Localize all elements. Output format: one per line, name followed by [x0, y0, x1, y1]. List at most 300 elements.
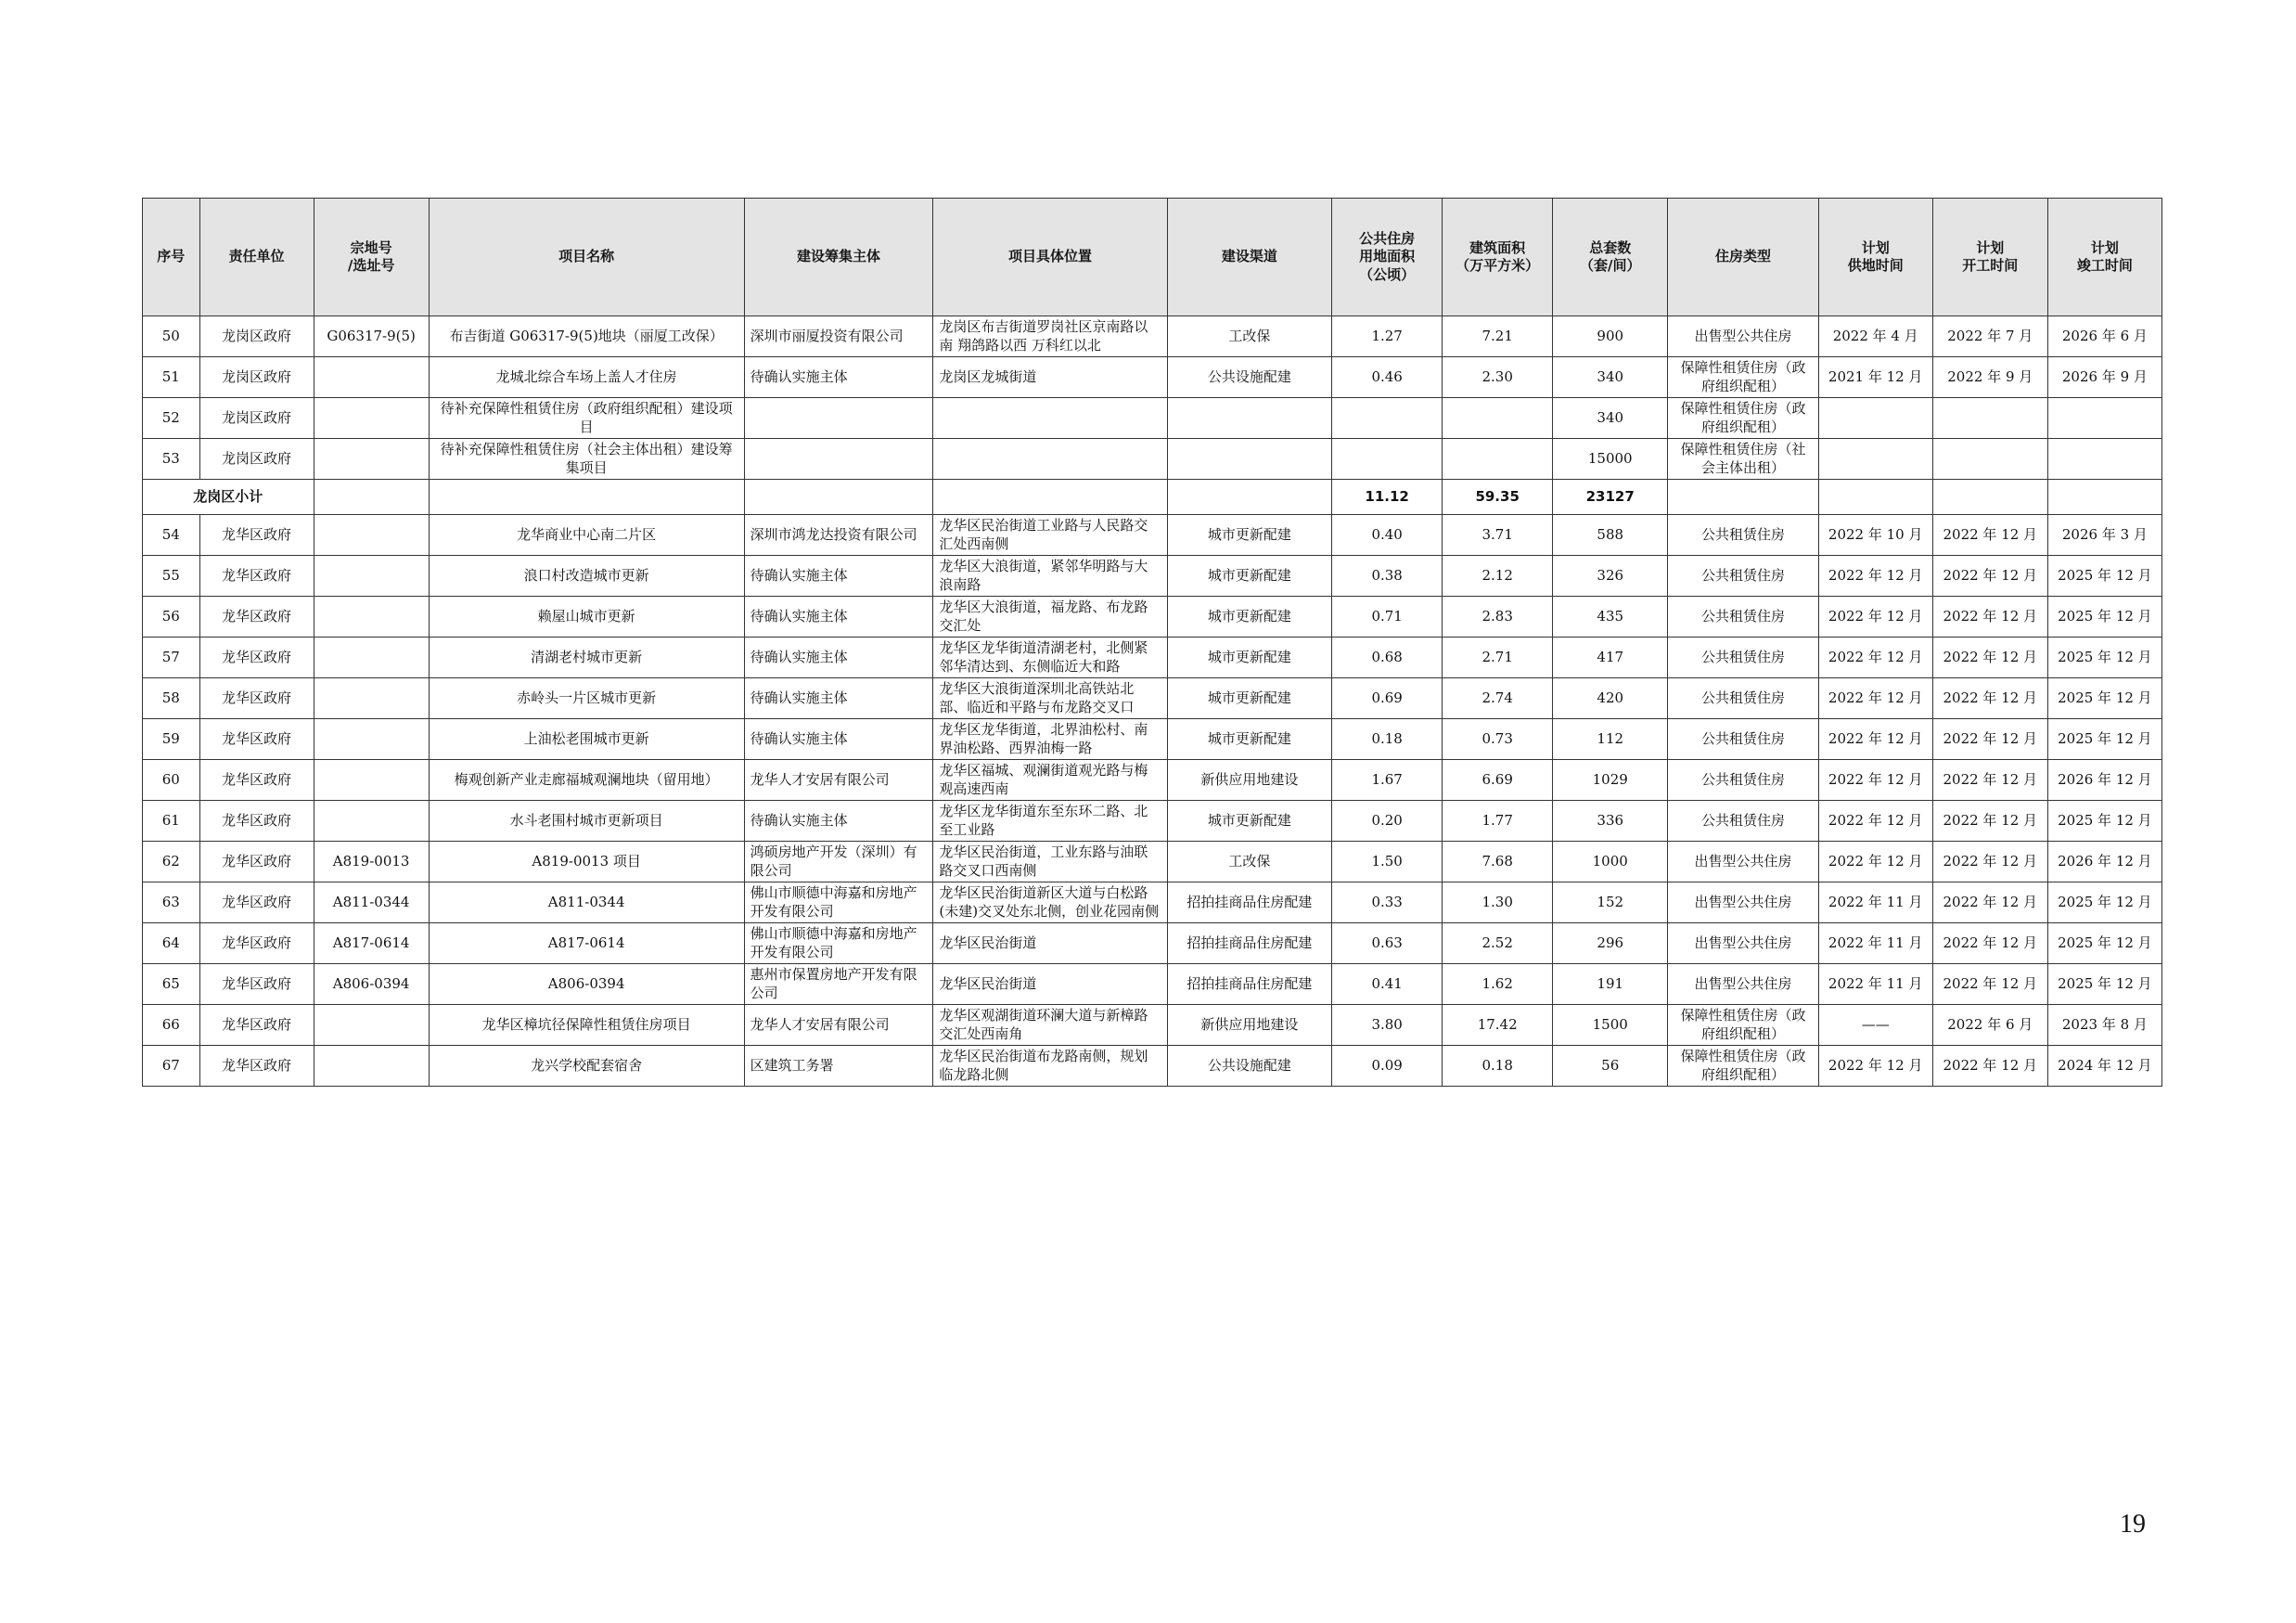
table-row: [143, 801, 2162, 842]
land-supply-time-cell: 2021 年 12 月: [1818, 357, 1932, 398]
parcel-cell: [314, 1005, 429, 1046]
table-row: [143, 398, 2162, 439]
table-row: [143, 316, 2162, 357]
header-text: 住房类型: [1714, 248, 1771, 265]
floor-area-cell: 1.30: [1443, 882, 1553, 923]
floor-area-cell: 1.77: [1443, 801, 1553, 842]
units-cell: 900: [1553, 316, 1668, 357]
parcel-cell: [314, 719, 429, 760]
table-row: [143, 357, 2162, 398]
land-area-cell: 0.68: [1332, 638, 1443, 678]
channel-cell: 城市更新配建: [1167, 638, 1332, 678]
project-name-cell: 龙城北综合车场上盖人才住房: [429, 357, 744, 398]
parcel-cell: [314, 357, 429, 398]
channel-cell: 城市更新配建: [1167, 678, 1332, 719]
empty-cell: [1167, 480, 1332, 515]
completion-time-cell: 2023 年 8 月: [2047, 1005, 2161, 1046]
land-area-cell: 3.80: [1332, 1005, 1443, 1046]
units-cell: 588: [1553, 515, 1668, 556]
unit-cell: 龙华区政府: [199, 842, 314, 882]
empty-cell: [1668, 480, 1818, 515]
floor-area-cell: 1.62: [1443, 964, 1553, 1005]
land-area-cell: [1332, 439, 1443, 480]
housing-type-cell: 保障性租赁住房（社会主体出租）: [1668, 439, 1818, 480]
land-supply-time-cell: 2022 年 10 月: [1818, 515, 1932, 556]
start-time-cell: 2022 年 12 月: [1932, 842, 2047, 882]
housing-type-cell: 公共租赁住房: [1668, 678, 1818, 719]
table-row: [143, 842, 2162, 882]
parcel-cell: [314, 515, 429, 556]
table-row: [143, 882, 2162, 923]
parcel-header: [314, 199, 429, 316]
completion-time-cell: 2025 年 12 月: [2047, 638, 2161, 678]
floor-area-cell: 0.18: [1443, 1046, 1553, 1087]
location-cell: 龙岗区龙城街道: [933, 357, 1167, 398]
channel-cell: 新供应用地建设: [1167, 1005, 1332, 1046]
completion-time-cell: 2025 年 12 月: [2047, 678, 2161, 719]
unit-cell: 龙岗区政府: [199, 357, 314, 398]
land-area-cell: 0.63: [1332, 923, 1443, 964]
project-name-cell: A806-0394: [429, 964, 744, 1005]
completion-time-cell: 2026 年 6 月: [2047, 316, 2161, 357]
builder-cell: 佛山市顺德中海嘉和房地产开发有限公司: [744, 882, 933, 923]
empty-cell: [1932, 480, 2047, 515]
builder-cell: [744, 439, 933, 480]
location-cell: 龙华区民治街道布龙路南侧，规划临龙路北侧: [933, 1046, 1167, 1087]
unit-cell: 龙华区政府: [199, 638, 314, 678]
seq-cell: 64: [143, 923, 200, 964]
start-time-cell: 2022 年 12 月: [1932, 923, 2047, 964]
builder-cell: 龙华人才安居有限公司: [744, 760, 933, 801]
land-supply-time-cell: [1818, 439, 1932, 480]
parcel-cell: [314, 439, 429, 480]
builder-cell: 深圳市丽厦投资有限公司: [744, 316, 933, 357]
seq-cell: 60: [143, 760, 200, 801]
project-name-cell: 赖屋山城市更新: [429, 597, 744, 638]
header-text: 建设渠道: [1221, 248, 1277, 265]
start-time-cell: 2022 年 12 月: [1932, 678, 2047, 719]
channel-cell: 招拍挂商品住房配建: [1167, 964, 1332, 1005]
parcel-cell: [314, 556, 429, 597]
units-cell: 1000: [1553, 842, 1668, 882]
header-text: （万平方米）: [1456, 257, 1540, 274]
land-area-cell: 0.40: [1332, 515, 1443, 556]
units-cell: 435: [1553, 597, 1668, 638]
builder-cell: 鸿硕房地产开发（深圳）有限公司: [744, 842, 933, 882]
location-cell: 龙华区福城、观澜街道观光路与梅观高速西南: [933, 760, 1167, 801]
header-text: 计划: [1861, 238, 1890, 256]
header-text: 项目具体位置: [1007, 248, 1092, 265]
parcel-cell: [314, 638, 429, 678]
completion-time-cell: 2025 年 12 月: [2047, 801, 2161, 842]
channel-cell: 工改保: [1167, 316, 1332, 357]
housing-project-table: [142, 198, 2162, 1087]
start-time-cell: 2022 年 12 月: [1932, 882, 2047, 923]
land-supply-time-cell: 2022 年 12 月: [1818, 678, 1932, 719]
table-row: [143, 1046, 2162, 1087]
project-name-cell: 水斗老围村城市更新项目: [429, 801, 744, 842]
location-cell: 龙华区龙华街道东至东环二路、北至工业路: [933, 801, 1167, 842]
housing-type-cell: 公共租赁住房: [1668, 515, 1818, 556]
location-cell: 龙华区民治街道工业路与人民路交汇处西南侧: [933, 515, 1167, 556]
seq-cell: 54: [143, 515, 200, 556]
table-row: [143, 515, 2162, 556]
housing-type-cell: 出售型公共住房: [1668, 842, 1818, 882]
builder-cell: 待确认实施主体: [744, 597, 933, 638]
units-cell: 340: [1553, 398, 1668, 439]
unit-cell: 龙华区政府: [199, 801, 314, 842]
builder-cell: 待确认实施主体: [744, 357, 933, 398]
builder-cell: 深圳市鸿龙达投资有限公司: [744, 515, 933, 556]
floor-area-cell: 2.30: [1443, 357, 1553, 398]
completion-time-cell: 2025 年 12 月: [2047, 923, 2161, 964]
housing-type-header: [1668, 199, 1818, 316]
start-time-header: [1932, 199, 2047, 316]
unit-cell: 龙华区政府: [199, 719, 314, 760]
land-area-cell: 0.69: [1332, 678, 1443, 719]
builder-cell: 佛山市顺德中海嘉和房地产开发有限公司: [744, 923, 933, 964]
seq-cell: 50: [143, 316, 200, 357]
land-area-cell: 1.27: [1332, 316, 1443, 357]
table-row: [143, 1005, 2162, 1046]
floor-area-cell: 2.52: [1443, 923, 1553, 964]
floor-area-cell: 2.71: [1443, 638, 1553, 678]
units-cell: 340: [1553, 357, 1668, 398]
units-cell: 336: [1553, 801, 1668, 842]
land-supply-time-cell: 2022 年 11 月: [1818, 964, 1932, 1005]
land-area-cell: 0.46: [1332, 357, 1443, 398]
start-time-cell: 2022 年 12 月: [1932, 760, 2047, 801]
project-name-cell: 待补充保障性租赁住房（政府组织配租）建设项目: [429, 398, 744, 439]
start-time-cell: 2022 年 12 月: [1932, 556, 2047, 597]
seq-cell: 59: [143, 719, 200, 760]
floor-area-cell: 2.74: [1443, 678, 1553, 719]
completion-time-cell: 2026 年 3 月: [2047, 515, 2161, 556]
header-text: 序号: [157, 248, 186, 265]
channel-cell: 公共设施配建: [1167, 1046, 1332, 1087]
land-supply-time-cell: 2022 年 12 月: [1818, 597, 1932, 638]
channel-cell: 城市更新配建: [1167, 597, 1332, 638]
land-area-cell: 0.41: [1332, 964, 1443, 1005]
unit-cell: 龙岗区政府: [199, 398, 314, 439]
header-text: 建设筹集主体: [797, 248, 881, 265]
units-cell: 23127: [1553, 480, 1668, 515]
parcel-cell: A811-0344: [314, 882, 429, 923]
housing-type-cell: 出售型公共住房: [1668, 316, 1818, 357]
completion-time-cell: 2024 年 12 月: [2047, 1046, 2161, 1087]
land-supply-time-cell: 2022 年 12 月: [1818, 638, 1932, 678]
floor-area-header: [1443, 199, 1553, 316]
channel-cell: [1167, 439, 1332, 480]
table-row: [143, 638, 2162, 678]
channel-cell: 城市更新配建: [1167, 556, 1332, 597]
seq-cell: 53: [143, 439, 200, 480]
land-supply-time-cell: 2022 年 12 月: [1818, 760, 1932, 801]
units-cell: 191: [1553, 964, 1668, 1005]
land-area-cell: 0.38: [1332, 556, 1443, 597]
seq-cell: 55: [143, 556, 200, 597]
empty-cell: [2047, 480, 2161, 515]
parcel-cell: [314, 1046, 429, 1087]
project-name-cell: 上油松老围城市更新: [429, 719, 744, 760]
floor-area-cell: 2.83: [1443, 597, 1553, 638]
header-text: 计划: [2090, 238, 2119, 256]
housing-type-cell: 公共租赁住房: [1668, 638, 1818, 678]
table-row: [143, 964, 2162, 1005]
seq-cell: 56: [143, 597, 200, 638]
location-cell: [933, 439, 1167, 480]
builder-header: [744, 199, 933, 316]
land-supply-time-cell: 2022 年 12 月: [1818, 719, 1932, 760]
housing-type-cell: 保障性租赁住房（政府组织配租）: [1668, 398, 1818, 439]
units-cell: 152: [1553, 882, 1668, 923]
header-row: [143, 199, 2162, 316]
land-supply-time-cell: 2022 年 12 月: [1818, 1046, 1932, 1087]
land-area-cell: 11.12: [1332, 480, 1443, 515]
project-name-cell: A819-0013 项目: [429, 842, 744, 882]
location-cell: 龙华区龙华街道清湖老村，北侧紧邻华清达到、东侧临近大和路: [933, 638, 1167, 678]
unit-cell: 龙华区政府: [199, 515, 314, 556]
land-supply-time-cell: ——: [1818, 1005, 1932, 1046]
start-time-cell: 2022 年 9 月: [1932, 357, 2047, 398]
floor-area-cell: 59.35: [1443, 480, 1553, 515]
project-name-cell: 赤岭头一片区城市更新: [429, 678, 744, 719]
empty-cell: [933, 480, 1167, 515]
parcel-cell: [314, 398, 429, 439]
units-cell: 15000: [1553, 439, 1668, 480]
location-cell: 龙华区民治街道新区大道与白松路(未建)交叉处东北侧，创业花园南侧: [933, 882, 1167, 923]
location-cell: 龙华区观湖街道环澜大道与新樟路交汇处西南角: [933, 1005, 1167, 1046]
location-cell: 龙华区大浪街道深圳北高铁站北部、临近和平路与布龙路交叉口: [933, 678, 1167, 719]
subtotal-row: [143, 480, 2162, 515]
empty-cell: [314, 480, 429, 515]
channel-cell: 城市更新配建: [1167, 515, 1332, 556]
project-name-cell: 布吉街道 G06317-9(5)地块（丽厦工改保）: [429, 316, 744, 357]
unit-cell: 龙华区政府: [199, 1046, 314, 1087]
unit-cell: 龙华区政府: [199, 597, 314, 638]
location-header: [933, 199, 1167, 316]
unit-cell: 龙华区政府: [199, 923, 314, 964]
floor-area-cell: [1443, 398, 1553, 439]
project-name-cell: A811-0344: [429, 882, 744, 923]
units-cell: 420: [1553, 678, 1668, 719]
builder-cell: 龙华人才安居有限公司: [744, 1005, 933, 1046]
seq-cell: 67: [143, 1046, 200, 1087]
land-area-cell: 0.09: [1332, 1046, 1443, 1087]
land-supply-time-cell: 2022 年 11 月: [1818, 882, 1932, 923]
unit-cell: 龙华区政府: [199, 556, 314, 597]
header-text: 项目名称: [558, 248, 615, 265]
seq-header: [143, 199, 200, 316]
location-cell: 龙华区民治街道: [933, 923, 1167, 964]
units-cell: 1029: [1553, 760, 1668, 801]
table-row: [143, 597, 2162, 638]
parcel-cell: G06317-9(5): [314, 316, 429, 357]
completion-time-header: [2047, 199, 2161, 316]
parcel-cell: A817-0614: [314, 923, 429, 964]
channel-cell: 招拍挂商品住房配建: [1167, 923, 1332, 964]
location-cell: 龙华区民治街道: [933, 964, 1167, 1005]
floor-area-cell: 7.21: [1443, 316, 1553, 357]
start-time-cell: 2022 年 12 月: [1932, 515, 2047, 556]
housing-type-cell: 出售型公共住房: [1668, 882, 1818, 923]
builder-cell: 区建筑工务署: [744, 1046, 933, 1087]
land-area-cell: 0.18: [1332, 719, 1443, 760]
header-text: 建筑面积: [1469, 238, 1526, 256]
land-supply-time-cell: 2022 年 4 月: [1818, 316, 1932, 357]
start-time-cell: 2022 年 12 月: [1932, 719, 2047, 760]
start-time-cell: 2022 年 12 月: [1932, 801, 2047, 842]
seq-cell: 58: [143, 678, 200, 719]
housing-type-cell: 保障性租赁住房（政府组织配租）: [1668, 1046, 1818, 1087]
housing-type-cell: 保障性租赁住房（政府组织配租）: [1668, 357, 1818, 398]
start-time-cell: 2022 年 7 月: [1932, 316, 2047, 357]
units-cell: 112: [1553, 719, 1668, 760]
unit-cell: 龙华区政府: [199, 1005, 314, 1046]
completion-time-cell: 2025 年 12 月: [2047, 719, 2161, 760]
units-cell: 417: [1553, 638, 1668, 678]
channel-cell: [1167, 398, 1332, 439]
seq-cell: 66: [143, 1005, 200, 1046]
start-time-cell: 2022 年 6 月: [1932, 1005, 2047, 1046]
land-supply-time-cell: [1818, 398, 1932, 439]
table-header: [143, 199, 2162, 316]
start-time-cell: 2022 年 12 月: [1932, 597, 2047, 638]
land-area-cell: 1.50: [1332, 842, 1443, 882]
start-time-cell: [1932, 439, 2047, 480]
channel-cell: 招拍挂商品住房配建: [1167, 882, 1332, 923]
channel-cell: 公共设施配建: [1167, 357, 1332, 398]
land-supply-time-cell: 2022 年 12 月: [1818, 556, 1932, 597]
project-name-cell: 龙华商业中心南二片区: [429, 515, 744, 556]
header-text: 供地时间: [1847, 257, 1904, 274]
unit-cell: 龙岗区政府: [199, 439, 314, 480]
completion-time-cell: [2047, 439, 2161, 480]
completion-time-cell: 2025 年 12 月: [2047, 597, 2161, 638]
header-text: （公顷）: [1359, 265, 1416, 283]
units-cell: 296: [1553, 923, 1668, 964]
unit-cell: 龙岗区政府: [199, 316, 314, 357]
land-supply-time-cell: 2022 年 11 月: [1818, 923, 1932, 964]
start-time-cell: 2022 年 12 月: [1932, 638, 2047, 678]
start-time-cell: [1932, 398, 2047, 439]
completion-time-cell: 2025 年 12 月: [2047, 882, 2161, 923]
table-row: [143, 556, 2162, 597]
housing-type-cell: 公共租赁住房: [1668, 597, 1818, 638]
land-supply-time-header: [1818, 199, 1932, 316]
empty-cell: [1818, 480, 1932, 515]
seq-cell: 52: [143, 398, 200, 439]
land-area-cell: 1.67: [1332, 760, 1443, 801]
header-text: 责任单位: [228, 248, 285, 265]
header-text: 计划: [1976, 238, 2005, 256]
project-name-cell: 浪口村改造城市更新: [429, 556, 744, 597]
location-cell: 龙华区大浪街道，紧邻华明路与大浪南路: [933, 556, 1167, 597]
unit-cell: 龙华区政府: [199, 882, 314, 923]
completion-time-cell: 2026 年 12 月: [2047, 760, 2161, 801]
land-area-cell: 0.20: [1332, 801, 1443, 842]
seq-cell: 62: [143, 842, 200, 882]
housing-type-cell: 出售型公共住房: [1668, 964, 1818, 1005]
builder-cell: 待确认实施主体: [744, 638, 933, 678]
project-name-cell: 龙兴学校配套宿舍: [429, 1046, 744, 1087]
unit-cell: 龙华区政府: [199, 964, 314, 1005]
channel-cell: 工改保: [1167, 842, 1332, 882]
start-time-cell: 2022 年 12 月: [1932, 1046, 2047, 1087]
floor-area-cell: 3.71: [1443, 515, 1553, 556]
header-text: 用地面积: [1359, 248, 1416, 265]
parcel-cell: [314, 678, 429, 719]
header-text: （套/间）: [1579, 257, 1641, 274]
builder-cell: 待确认实施主体: [744, 556, 933, 597]
parcel-cell: [314, 597, 429, 638]
parcel-cell: [314, 760, 429, 801]
parcel-cell: A819-0013: [314, 842, 429, 882]
unit-cell: 龙华区政府: [199, 760, 314, 801]
land-area-cell: [1332, 398, 1443, 439]
units-cell: 326: [1553, 556, 1668, 597]
units-cell: 1500: [1553, 1005, 1668, 1046]
seq-cell: 63: [143, 882, 200, 923]
completion-time-cell: [2047, 398, 2161, 439]
housing-type-cell: 公共租赁住房: [1668, 719, 1818, 760]
start-time-cell: 2022 年 12 月: [1932, 964, 2047, 1005]
seq-cell: 65: [143, 964, 200, 1005]
floor-area-cell: 0.73: [1443, 719, 1553, 760]
land-supply-time-cell: 2022 年 12 月: [1818, 842, 1932, 882]
header-text: 开工时间: [1962, 257, 2019, 274]
housing-type-cell: 公共租赁住房: [1668, 760, 1818, 801]
table-body: [143, 316, 2162, 1087]
completion-time-cell: 2025 年 12 月: [2047, 556, 2161, 597]
floor-area-cell: 2.12: [1443, 556, 1553, 597]
builder-cell: 待确认实施主体: [744, 801, 933, 842]
floor-area-cell: 7.68: [1443, 842, 1553, 882]
land-area-cell: 0.71: [1332, 597, 1443, 638]
table-row: [143, 439, 2162, 480]
location-cell: 龙华区大浪街道，福龙路、布龙路交汇处: [933, 597, 1167, 638]
floor-area-cell: [1443, 439, 1553, 480]
units-header: [1553, 199, 1668, 316]
table-row: [143, 719, 2162, 760]
project-name-cell: 梅观创新产业走廊福城观澜地块（留用地）: [429, 760, 744, 801]
seq-cell: 57: [143, 638, 200, 678]
project-name-header: [429, 199, 744, 316]
builder-cell: [744, 398, 933, 439]
channel-cell: 城市更新配建: [1167, 801, 1332, 842]
project-name-cell: A817-0614: [429, 923, 744, 964]
builder-cell: 待确认实施主体: [744, 678, 933, 719]
channel-cell: 城市更新配建: [1167, 719, 1332, 760]
housing-type-cell: 公共租赁住房: [1668, 556, 1818, 597]
housing-type-cell: 公共租赁住房: [1668, 801, 1818, 842]
parcel-cell: [314, 801, 429, 842]
empty-cell: [744, 480, 933, 515]
location-cell: [933, 398, 1167, 439]
location-cell: 龙岗区布吉街道罗岗社区京南路以南 翔鸽路以西 万科红以北: [933, 316, 1167, 357]
seq-cell: 61: [143, 801, 200, 842]
completion-time-cell: 2026 年 12 月: [2047, 842, 2161, 882]
units-cell: 56: [1553, 1046, 1668, 1087]
completion-time-cell: 2026 年 9 月: [2047, 357, 2161, 398]
header-text: /选址号: [347, 257, 395, 274]
table-row: [143, 923, 2162, 964]
header-text: 竣工时间: [2076, 257, 2133, 274]
table-row: [143, 760, 2162, 801]
page-number: 19: [2120, 1510, 2146, 1539]
unit-cell: 龙华区政府: [199, 678, 314, 719]
seq-cell: 51: [143, 357, 200, 398]
